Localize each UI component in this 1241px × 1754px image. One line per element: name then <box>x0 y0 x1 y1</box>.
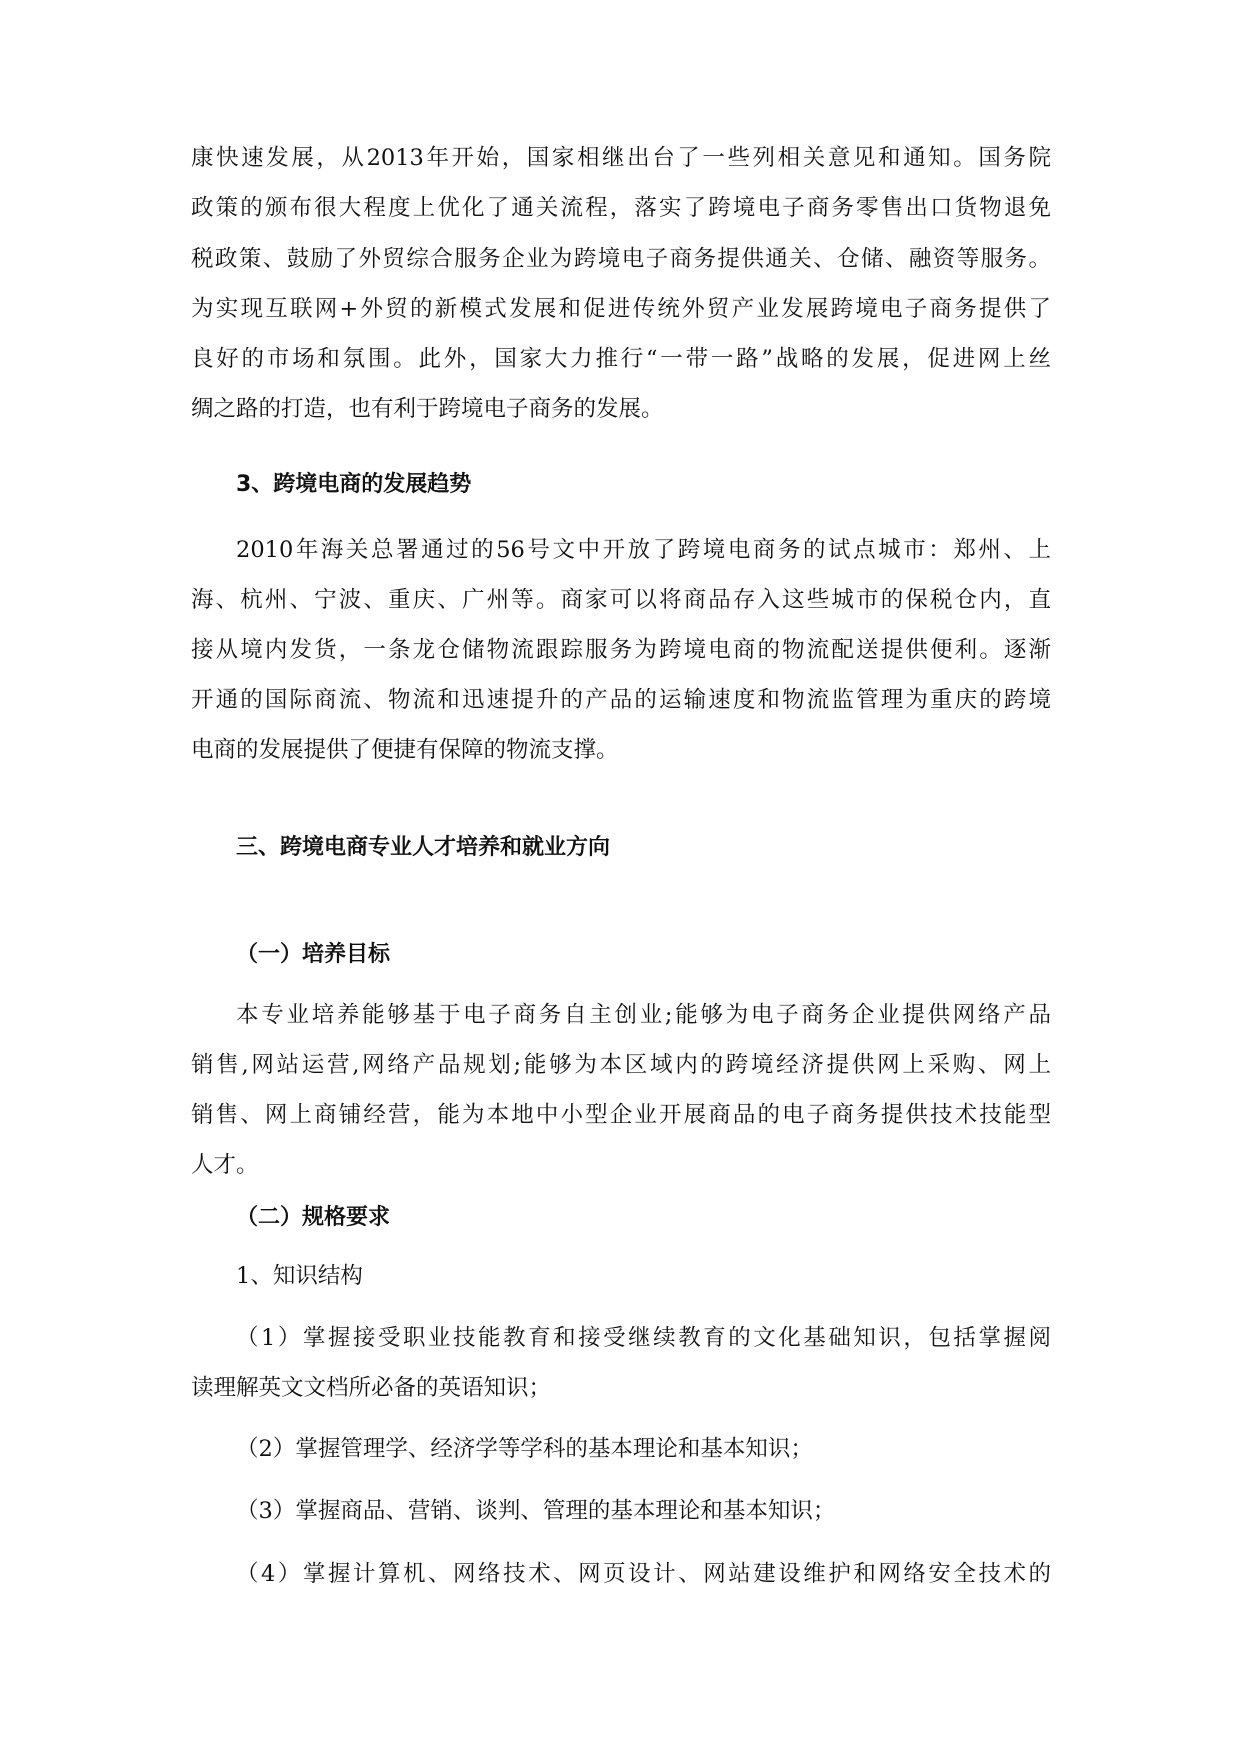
trend-line-2: 海、杭州、宁波、重庆、广州等。商家可以将商品存入这些城市的保税仓内，直 <box>191 587 1051 613</box>
chapter-3-heading: 三、跨境电商专业人才培养和就业方向 <box>236 835 611 860</box>
item-1-line-1: （1）掌握接受职业技能教育和接受继续教育的文化基础知识，包括掌握阅 <box>236 1325 1051 1351</box>
knowledge-structure-title: 1、知识结构 <box>236 1263 363 1289</box>
trend-line-1: 2010年海关总署通过的56号文中开放了跨境电商务的试点城市：郑州、上 <box>236 537 1051 563</box>
spec-heading: （二）规格要求 <box>236 1205 391 1230</box>
goal-line-4: 人才。 <box>191 1152 259 1178</box>
trend-line-5: 电商的发展提供了便捷有保障的物流支撑。 <box>191 737 619 763</box>
goal-line-2: 销售,网站运营,网络产品规划;能够为本区域内的跨境经济提供网上采购、网上 <box>191 1052 1051 1078</box>
item-4-line-1: （4）掌握计算机、网络技术、网页设计、网站建设维护和网络安全技术的 <box>236 1561 1051 1587</box>
item-3-line-1: （3）掌握商品、营销、谈判、管理的基本理论和基本知识； <box>236 1498 836 1524</box>
item-2-line-1: （2）掌握管理学、经济学等学科的基本理论和基本知识； <box>236 1436 813 1462</box>
trend-line-4: 开通的国际商流、物流和迅速提升的产品的运输速度和物流监管理为重庆的跨境 <box>191 687 1051 713</box>
intro-line-4: 为实现互联网+外贸的新模式发展和促进传统外贸产业发展跨境电子商务提供了 <box>191 296 1051 322</box>
goal-heading: （一）培养目标 <box>236 942 391 967</box>
trend-heading: 3、跨境电商的发展趋势 <box>236 472 472 497</box>
intro-line-3: 税政策、鼓励了外贸综合服务企业为跨境电子商务提供通关、仓储、融资等服务。 <box>191 246 1051 272</box>
intro-line-2: 政策的颁布很大程度上优化了通关流程，落实了跨境电子商务零售出口货物退免 <box>191 195 1051 221</box>
trend-line-3: 接从境内发货，一条龙仓储物流跟踪服务为跨境电商的物流配送提供便利。逐渐 <box>191 637 1051 663</box>
intro-line-1: 康快速发展，从2013年开始，国家相继出台了一些列相关意见和通知。国务院 <box>191 145 1051 171</box>
intro-line-5: 良好的市场和氛围。此外，国家大力推行“一带一路”战略的发展，促进网上丝 <box>191 346 1051 372</box>
goal-line-3: 销售、网上商铺经营，能为本地中小型企业开展商品的电子商务提供技术技能型 <box>191 1102 1051 1128</box>
goal-line-1: 本专业培养能够基于电子商务自主创业;能够为电子商务企业提供网络产品 <box>236 1002 1051 1028</box>
intro-line-6: 绸之路的打造，也有利于跨境电子商务的发展。 <box>191 396 664 422</box>
item-1-line-2: 读理解英文文档所必备的英语知识； <box>191 1375 552 1401</box>
